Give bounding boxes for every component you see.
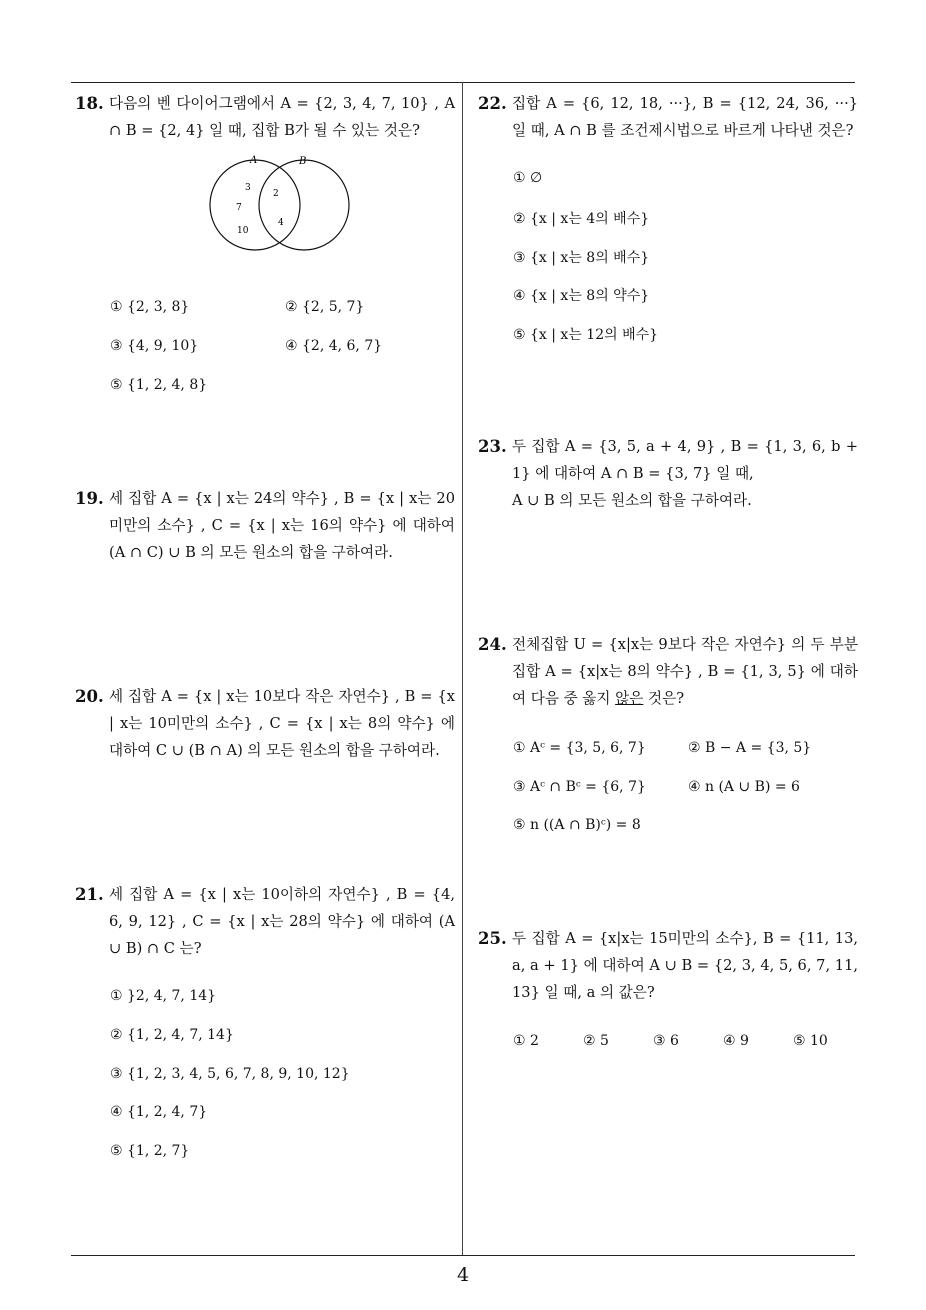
set-a-circle xyxy=(210,160,300,250)
choice-5[interactable]: ⑤ {1, 2, 4, 8} xyxy=(110,377,208,393)
choice-5[interactable]: ⑤ {1, 2, 7} xyxy=(110,1143,190,1159)
choice-3[interactable]: ③ Aᶜ ∩ Bᶜ = {6, 7} xyxy=(513,779,646,795)
page-number: 4 xyxy=(456,1264,470,1286)
problem-number: 19. xyxy=(75,489,104,508)
problem-text: 세 집합 A = {x | x는 10이하의 자연수} , B = {4, 6, 9, 12} , C = {x | x는 28의 약수} 에 대하여 (A ∪ B) ∩ C 는? xyxy=(109,886,455,957)
problem-21 xyxy=(75,881,455,962)
problem-number: 18. xyxy=(75,94,104,113)
problem-text: 세 집합 A = {x | x는 24의 약수} , B = {x | x는 20미만의 소수} , C = {x | x는 16의 약수} 에 대하여 (A ∩ C) ∪ B 의 모든 원소의 합을 구하여라. xyxy=(109,490,455,561)
choice-2[interactable]: ② 5 xyxy=(583,1033,609,1049)
choice-5[interactable]: ⑤ n ((A ∩ B)ᶜ) = 8 xyxy=(513,817,641,833)
problem-number: 24. xyxy=(478,635,507,654)
problem-text: 세 집합 A = {x | x는 10보다 작은 자연수} , B = {x | x는 10미만의 소수} , C = {x | x는 8의 약수} 에 대하여 C ∪ (B ∩ A) 의 모든 원소의 합을 구하여라. xyxy=(109,688,455,759)
problem-number: 25. xyxy=(478,929,507,948)
problem-18 xyxy=(75,90,455,144)
column-divider xyxy=(462,82,463,1256)
choice-2[interactable]: ② {1, 2, 4, 7, 14} xyxy=(110,1027,234,1043)
choice-4[interactable]: ④ {x | x는 8의 약수} xyxy=(513,288,650,304)
set-a-label: A xyxy=(250,155,258,166)
choice-2[interactable]: ② {x | x는 4의 배수} xyxy=(513,211,650,227)
venn-element: 10 xyxy=(237,226,249,236)
venn-diagram xyxy=(205,152,355,257)
choice-3[interactable]: ③ {1, 2, 3, 4, 5, 6, 7, 8, 9, 10, 12} xyxy=(110,1066,350,1082)
choice-3[interactable]: ③ {4, 9, 10} xyxy=(110,338,199,354)
choice-4[interactable]: ④ n (A ∪ B) = 6 xyxy=(688,779,800,795)
underlined-word: 않은 xyxy=(615,690,644,707)
choice-5[interactable]: ⑤ {x | x는 12의 배수} xyxy=(513,327,659,343)
choice-3[interactable]: ③ 6 xyxy=(653,1033,679,1049)
problem-number: 20. xyxy=(75,687,104,706)
bottom-rule xyxy=(71,1255,855,1256)
choice-2[interactable]: ② {2, 5, 7} xyxy=(285,299,365,315)
problem-text-end: 것은? xyxy=(648,690,685,707)
choice-4[interactable]: ④ {2, 4, 6, 7} xyxy=(285,338,383,354)
venn-element: 7 xyxy=(236,203,242,213)
problem-19 xyxy=(75,485,455,566)
choice-4[interactable]: ④ {1, 2, 4, 7} xyxy=(110,1104,208,1120)
problem-text: 두 집합 A = {3, 5, a + 4, 9} , B = {1, 3, 6, b + 1} 에 대하여 A ∩ B = {3, 7} 일 때, xyxy=(512,438,858,482)
problem-text: 집합 A = {6, 12, 18, ···}, B = {12, 24, 36, ···} 일 때, A ∩ B 를 조건제시법으로 바르게 나타낸 것은? xyxy=(512,95,858,139)
problem-20 xyxy=(75,683,455,764)
choice-3[interactable]: ③ {x | x는 8의 배수} xyxy=(513,250,650,266)
choice-1[interactable]: ① {2, 3, 8} xyxy=(110,299,190,315)
problem-23 xyxy=(478,433,858,514)
problem-number: 21. xyxy=(75,885,104,904)
problem-25 xyxy=(478,925,858,1006)
choice-1[interactable]: ① Aᶜ = {3, 5, 6, 7} xyxy=(513,740,646,756)
problem-number: 23. xyxy=(478,437,507,456)
problem-number: 22. xyxy=(478,94,507,113)
problem-22 xyxy=(478,90,858,144)
problem-text: 두 집합 A = {x|x는 15미만의 소수}, B = {11, 13, a, a + 1} 에 대하여 A ∪ B = {2, 3, 4, 5, 6, 7, 11, 13} 일 때, a 의 값은? xyxy=(512,930,858,1001)
set-b-label: B xyxy=(299,156,307,167)
problem-text-main: 전체집합 U = {x|x는 9보다 작은 자연수} 의 두 부분 집합 A = {x|x는 8의 약수} , B = {1, 3, 5} 에 대하여 다음 중 옳지 xyxy=(512,636,858,707)
choice-4[interactable]: ④ 9 xyxy=(723,1033,749,1049)
choice-1[interactable]: ① ∅ xyxy=(513,170,543,186)
choice-1[interactable]: ① }2, 4, 7, 14} xyxy=(110,988,217,1004)
problem-24 xyxy=(478,631,858,712)
venn-element: 2 xyxy=(273,189,279,199)
problem-text-line2: A ∪ B 의 모든 원소의 합을 구하여라. xyxy=(512,492,752,509)
problem-text: 다음의 벤 다이어그램에서 A = {2, 3, 4, 7, 10} , A ∩ B = {2, 4} 일 때, 집합 B가 될 수 있는 것은? xyxy=(109,95,455,139)
choice-2[interactable]: ② B − A = {3, 5} xyxy=(688,740,812,756)
venn-element: 4 xyxy=(278,218,284,228)
venn-element: 3 xyxy=(245,183,251,193)
problem-text xyxy=(512,631,858,712)
set-b-circle xyxy=(259,160,349,250)
choice-1[interactable]: ① 2 xyxy=(513,1033,539,1049)
choice-5[interactable]: ⑤ 10 xyxy=(793,1033,828,1049)
